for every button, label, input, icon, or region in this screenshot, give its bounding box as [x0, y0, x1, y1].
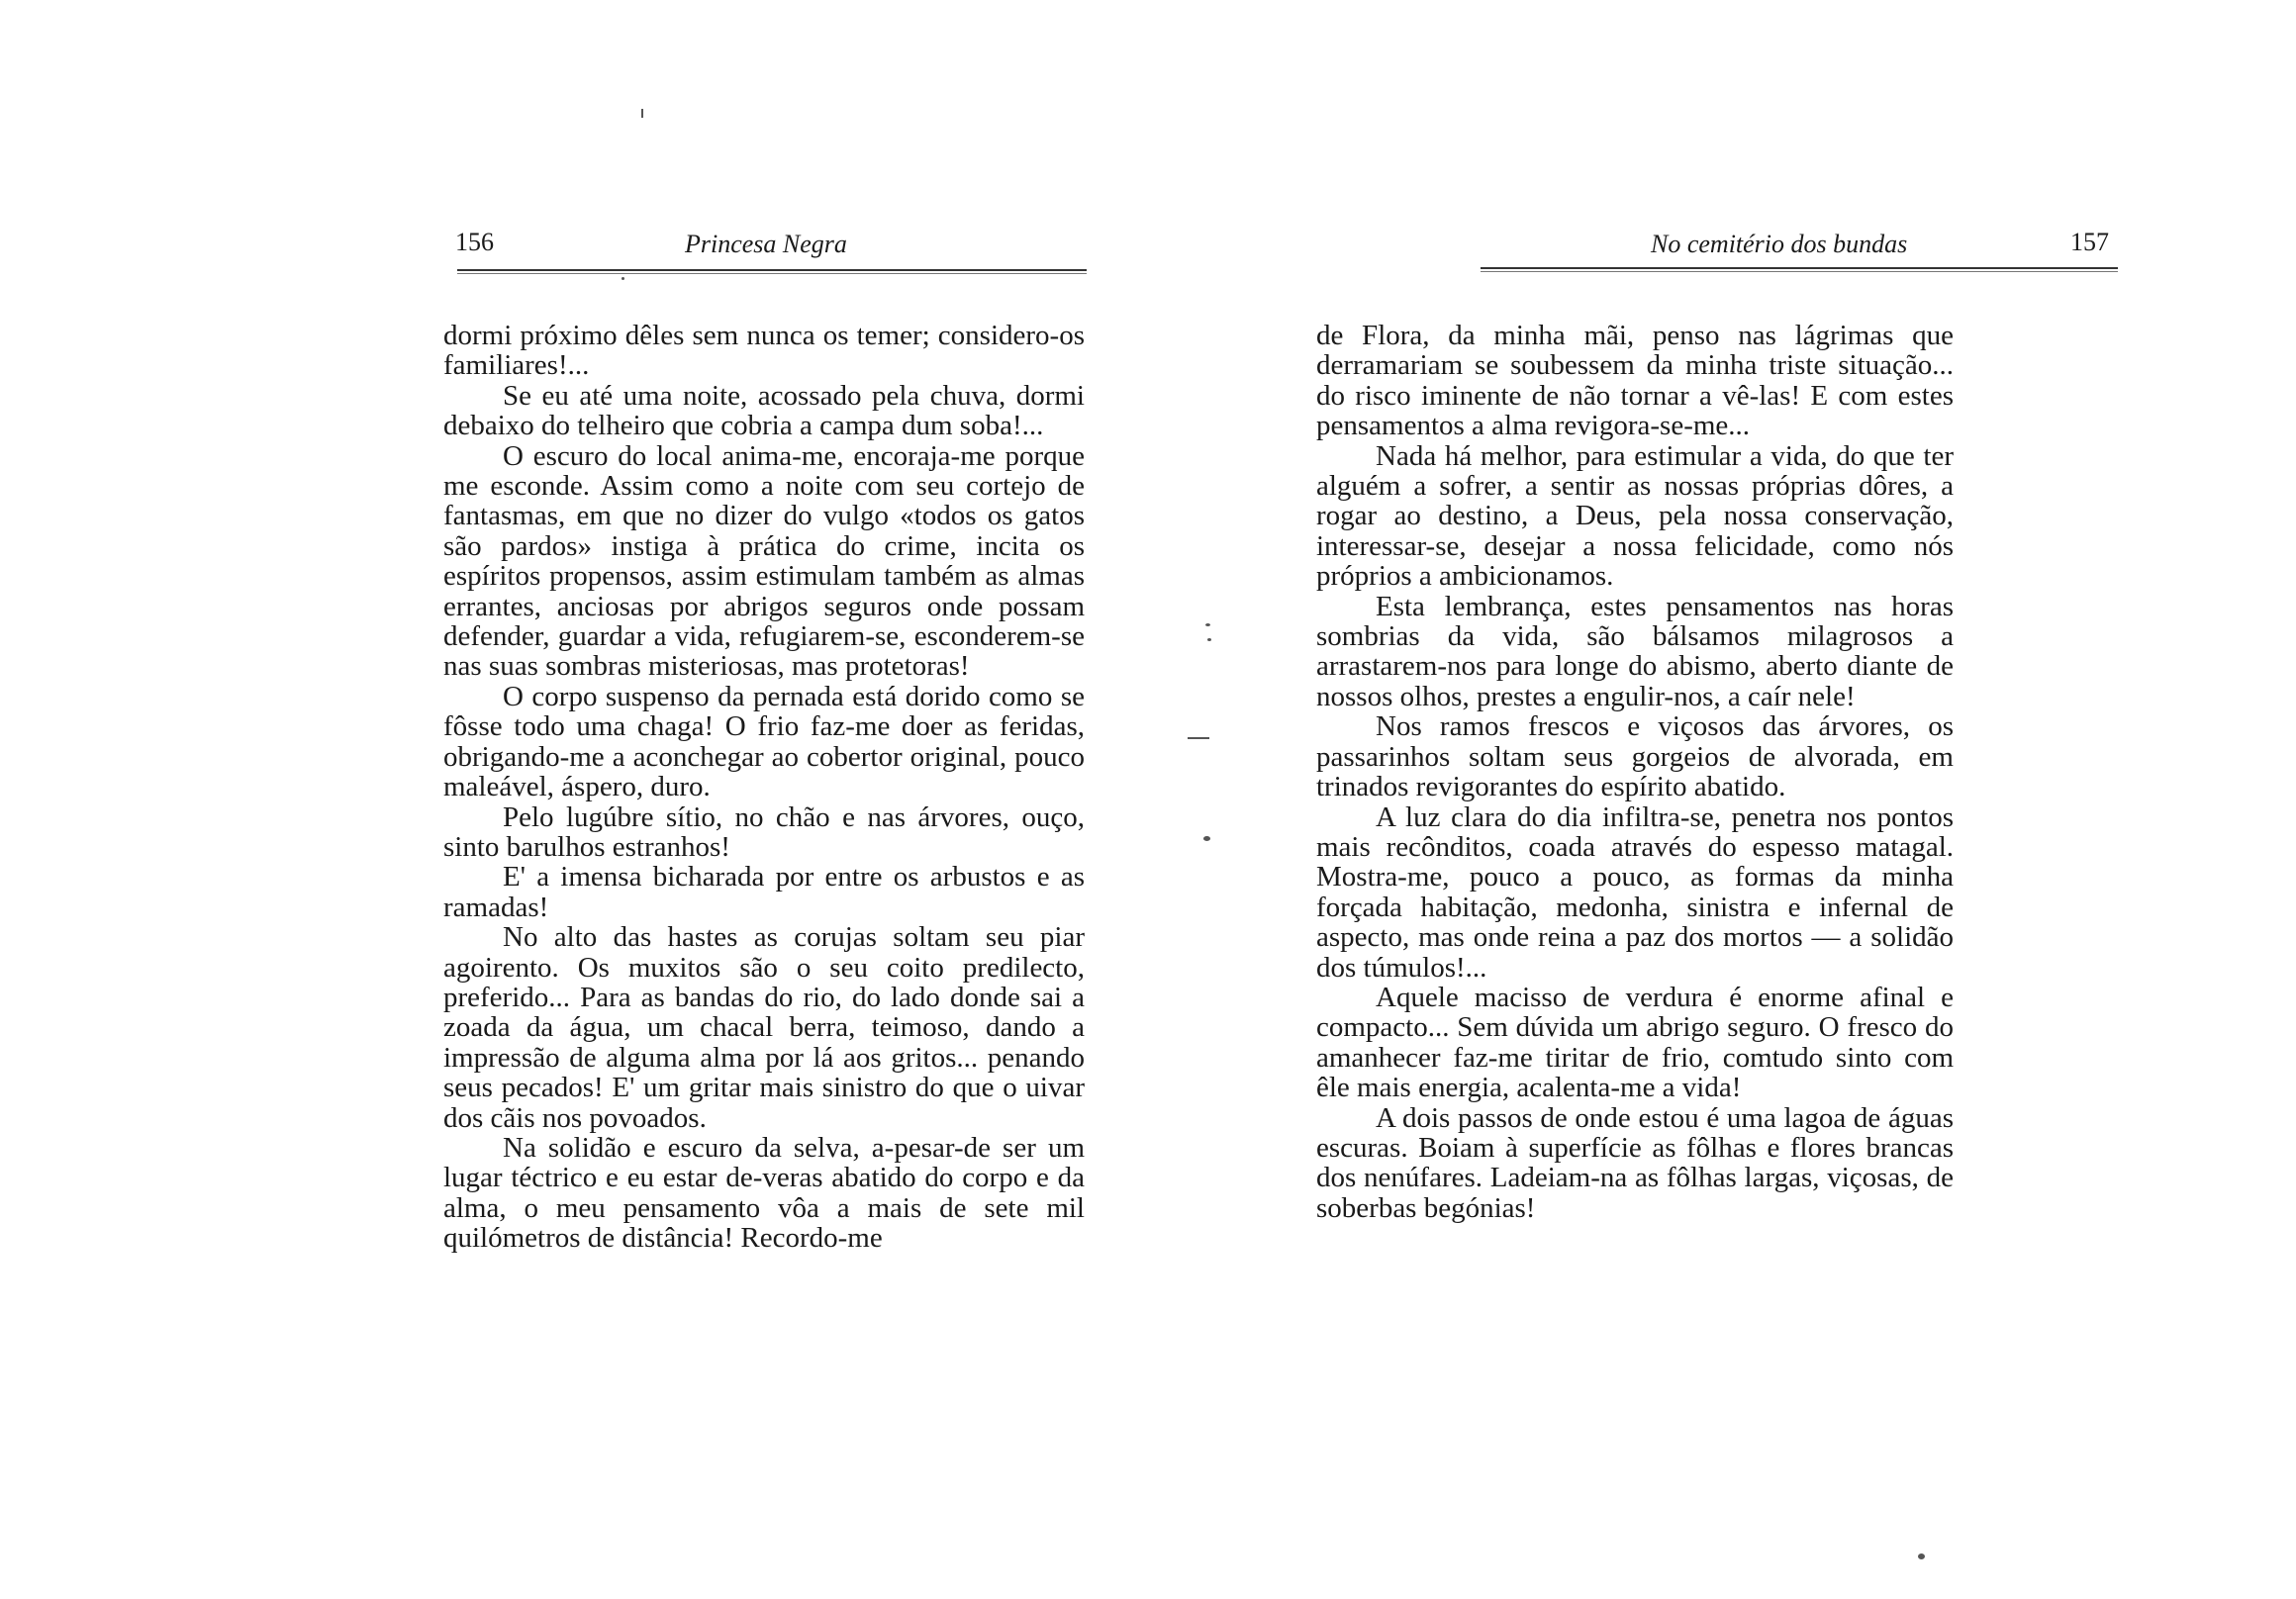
right-header-rule	[1481, 267, 2118, 269]
right-paragraph: Aquele macisso de verdura é enorme afinal e compacto... Sem dúvida um abrigo seguro. O fresco do amanhecer faz-me tiritar de frio, comtudo sinto com êle mais energia, acalenta-me a vida!	[1316, 981, 1954, 1104]
left-header-rule	[457, 269, 1087, 271]
scan-speck	[1918, 1553, 1925, 1559]
right-paragraph: Nos ramos frescos e viçosos das árvores, os passarinhos soltam seus gorgeios de alvorada, em trinados revigorantes do espírito abatido.	[1316, 710, 1954, 803]
right-running-title: No cemitério dos bundas	[1651, 230, 1908, 258]
left-paragraph: Pelo lugúbre sítio, no chão e nas árvores, ouço, sinto barulhos estranhos!	[443, 800, 1085, 863]
left-text-block	[443, 321, 1085, 1254]
right-paragraph: de Flora, da minha mãi, penso nas lágrimas que derramariam se soubessem da minha triste situação... do risco iminente de não tornar a vê-las! E com estes pensamentos a alma revigora-se-me...	[1316, 320, 1954, 442]
scan-speck	[622, 277, 624, 280]
scan-speck	[1205, 623, 1210, 626]
left-paragraph: No alto das hastes as corujas soltam seu piar agoirento. Os muxitos são o seu coito predilecto, preferido... Para as bandas do rio, do lado donde sai a zoada da água, um chacal berra, teimoso, dando a impressão de alguma alma por lá aos gritos... penando seus pecados! E' um gritar mais sinistro do que o uivar dos cãis nos povoados.	[443, 921, 1085, 1134]
left-page-header	[455, 228, 1089, 267]
right-header-rule-thin	[1481, 271, 2118, 272]
right-paragraph: A luz clara do dia infiltra-se, penetra nos pontos mais recônditos, coada através do espesso matagal. Mostra-me, pouco a pouco, as formas da minha forçada habitação, medonha, sinistra e infernal de aspecto, mas onde reina a paz dos mortos — a solidão dos túmulos!...	[1316, 800, 1954, 984]
scan-speck	[641, 109, 643, 118]
left-paragraph: O corpo suspenso da pernada está dorido como se fôsse todo uma chaga! O frio faz-me doer as feridas, obrigando-me a aconchegar ao cobertor original, pouco maleável, áspero, duro.	[443, 680, 1085, 803]
right-page-number: 157	[2070, 228, 2109, 256]
right-page-header	[1484, 228, 2118, 267]
left-paragraph: Se eu até uma noite, acossado pela chuva, dormi debaixo do telheiro que cobria a campa dum soba!...	[443, 379, 1085, 442]
right-page	[1148, 0, 2296, 1599]
left-paragraph: E' a imensa bicharada por entre os arbustos e as ramadas!	[443, 861, 1085, 923]
left-paragraph: O escuro do local anima-me, encoraja-me porque me esconde. Assim como a noite com seu cortejo de fantasmas, em que no dizer do vulgo «todos os gatos são pardos» instiga à prática do crime, incita os espíritos propensos, assim estimulam também as almas errantes, anciosas por abrigos seguros onde possam defender, guardar a vida, refugiarem-se, esconderem-se nas suas sombras misteriosas, mas protetoras!	[443, 439, 1085, 683]
right-paragraph: A dois passos de onde estou é uma lagoa de águas escuras. Boiam à superfície as fôlhas e flores brancas dos nenúfares. Ladeiam-na as fôlhas largas, viçosas, de soberbas begónias!	[1316, 1101, 1954, 1224]
left-paragraph: dormi próximo dêles sem nunca os temer; considero-os familiares!...	[443, 320, 1085, 382]
left-header-rule-thin	[457, 273, 1087, 274]
scan-speck	[1188, 737, 1209, 739]
scan-speck	[1207, 638, 1211, 641]
right-text-block	[1316, 321, 1954, 1223]
right-paragraph: Esta lembrança, estes pensamentos nas horas sombrias da vida, são bálsamos milagrosos a arrastarem-nos para longe do abismo, aberto diante de nossos olhos, prestes a engulir-nos, a caír nele!	[1316, 590, 1954, 712]
scan-speck	[1203, 836, 1210, 841]
right-paragraph: Nada há melhor, para estimular a vida, do que ter alguém a sofrer, a sentir as nossas próprias dôres, a rogar ao destino, a Deus, pela nossa conservação, interessar-se, desejar a nossa felicidade, como nós próprios a ambicionamos.	[1316, 439, 1954, 593]
left-paragraph: Na solidão e escuro da selva, a-pesar-de ser um lugar téctrico e eu estar de-veras abatido do corpo e da alma, o meu pensamento vôa a mais de sete mil quilómetros de distância! Recordo-me	[443, 1131, 1085, 1255]
left-page-number: 156	[455, 228, 494, 256]
left-running-title: Princesa Negra	[685, 230, 847, 258]
